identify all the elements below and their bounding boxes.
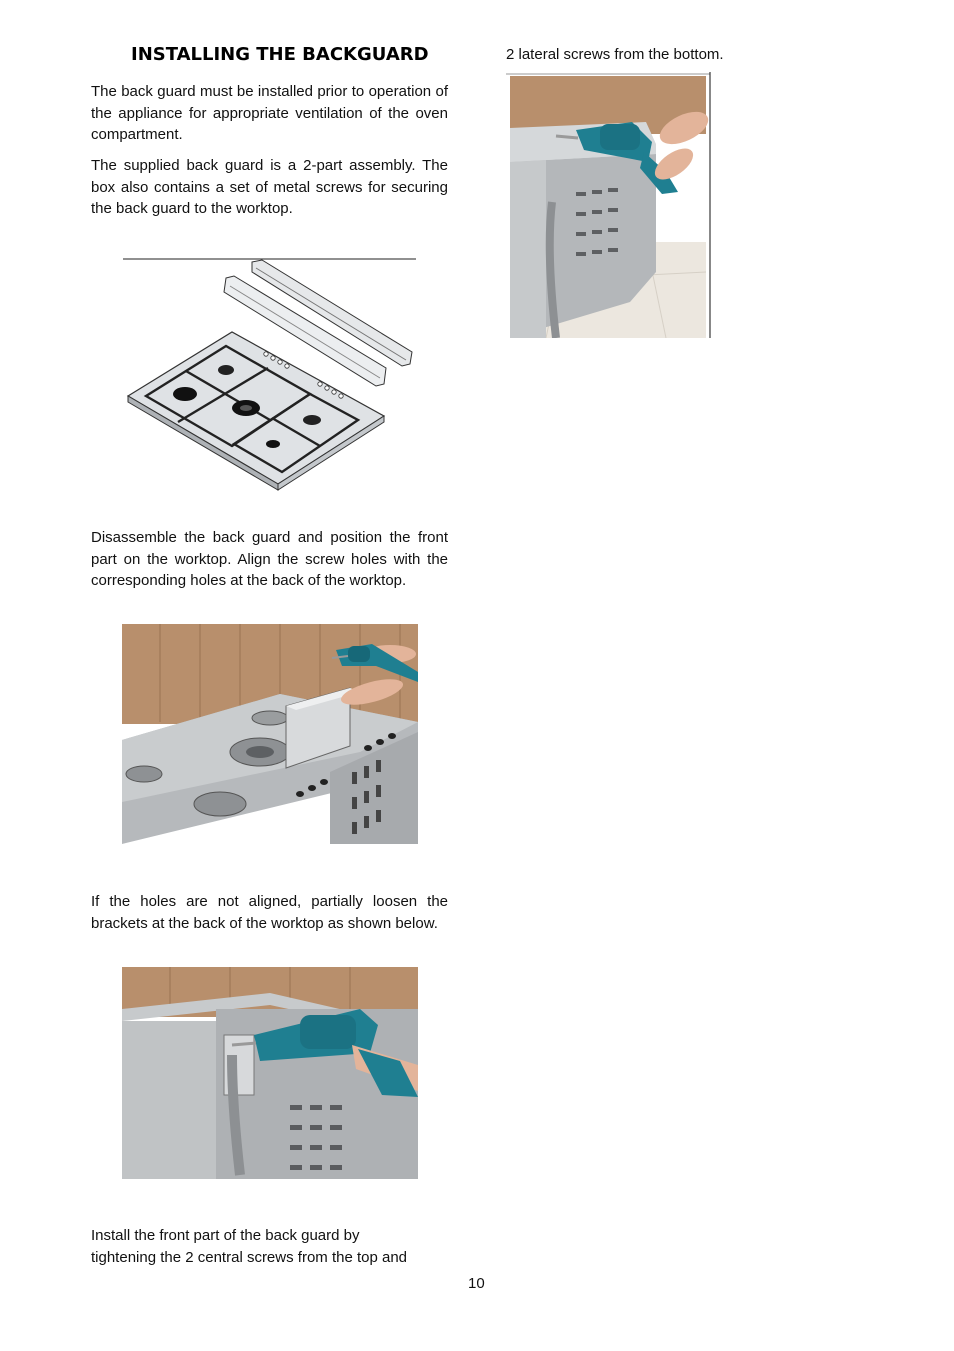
- hob-backguard-illustration: [122, 256, 418, 492]
- paragraph-install-front-part-line1: Install the front part of the back guard by: [91, 1227, 360, 1244]
- paragraph-ventilation: The back guard must be installed prior to operation of the appliance for appropriate ventilation of the oven compartment.: [91, 83, 448, 144]
- paragraph-loosen-brackets: If the holes are not aligned, partially loosen the brackets at the back of the worktop as shown below.: [91, 893, 448, 932]
- photo-position-backguard: [120, 622, 419, 844]
- paragraph-install-front-part-line2: tightening the 2 central screws from the top and: [91, 1249, 408, 1266]
- page-number: 10: [468, 1275, 485, 1292]
- paragraph-assembly: The supplied back guard is a 2-part assembly. The box also contains a set of metal screws for securing the back guard to the worktop.: [91, 157, 448, 218]
- photo-loosen-brackets: [120, 965, 419, 1179]
- section-heading: INSTALLING THE BACKGUARD: [131, 44, 429, 65]
- paragraph-lateral-screws: 2 lateral screws from the bottom.: [506, 46, 724, 63]
- photo-lateral-screws: [506, 72, 712, 338]
- paragraph-align-holes: Disassemble the back guard and position the front part on the worktop. Align the screw holes with the corresponding holes at the back of the worktop.: [91, 529, 448, 590]
